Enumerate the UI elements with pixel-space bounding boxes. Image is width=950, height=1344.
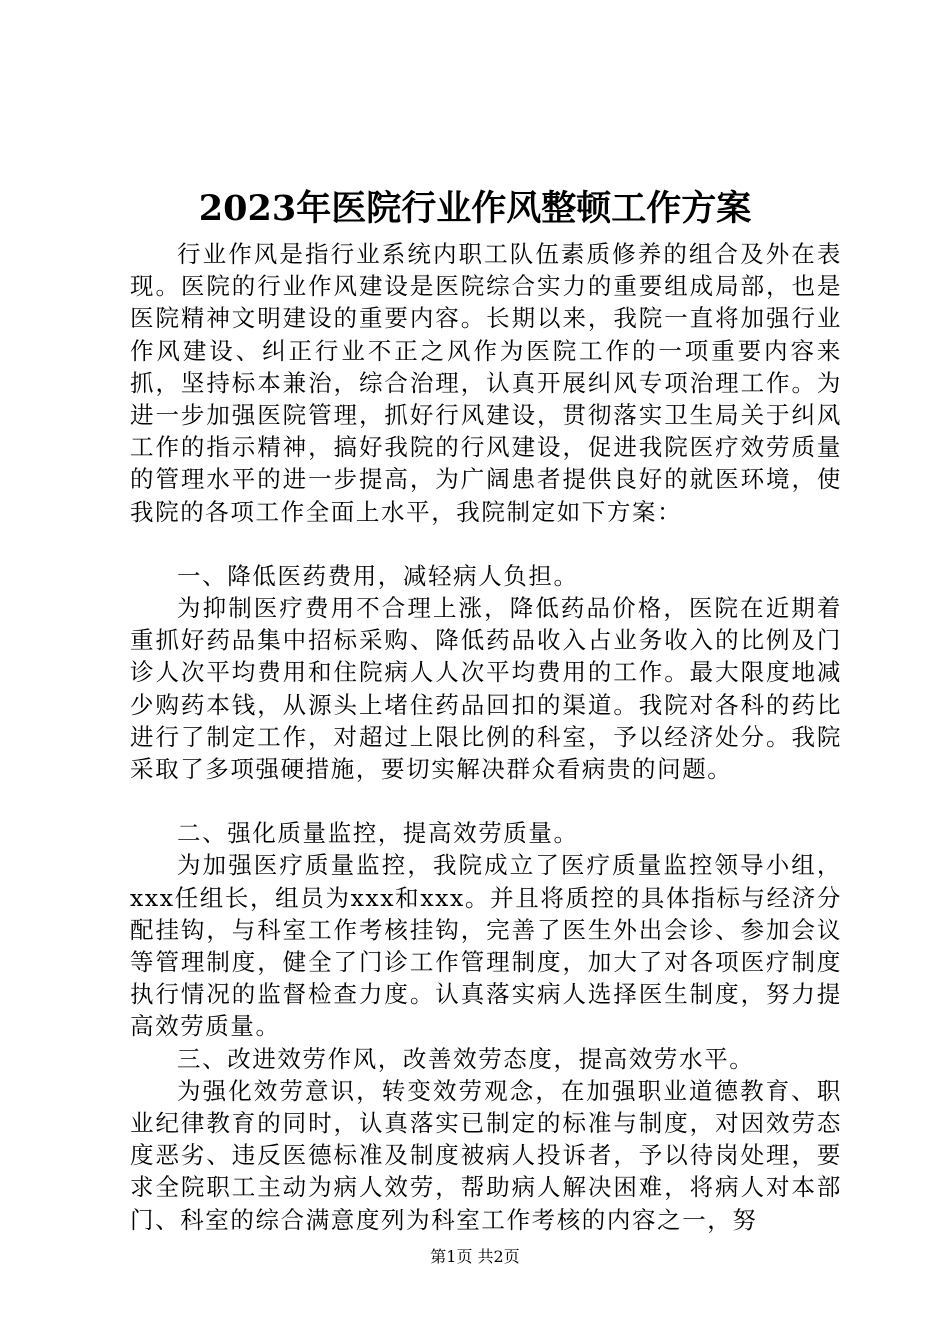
page-footer: 第1页 共2页 xyxy=(430,1247,520,1266)
section-paragraph-1: 为抑制医疗费用不合理上涨，降低药品价格，医院在近期着重抓好药品集中招标采购、降低药品收入占业务收入的比例及门诊人次平均费用和住院病人人次平均费用的工作。最大限度地减少购药本钱，从源头上堵住药品回扣的渠道。我院对各科的药比进行了制定工作，对超过上限比例的科室，予以经济处分。我院采取了多项强硬措施，要切实解决群众看病贵的问题。 xyxy=(130,594,842,784)
section-paragraph-2: 为加强医疗质量监控，我院成立了医疗质量监控领导小组，xxx任组长，组员为xxx和xxx。并且将质控的具体指标与经济分配挂钩，与科室工作考核挂钩，完善了医生外出会诊、参加会议等管理制度，健全了门诊工作管理制度，加大了对各项医疗制度执行情况的监督检查力度。认真落实病人选择医生制度，努力提高效劳质量。 xyxy=(130,851,842,1041)
section-paragraph-3: 为强化效劳意识，转变效劳观念，在加强职业道德教育、职业纪律教育的同时，认真落实已制定的标准与制度，对因效劳态度恶劣、违反医德标准及制度被病人投诉者，予以待岗处理，要求全院职工主动为病人效劳，帮助病人解决困难，将病人对本部门、科室的综合满意度列为科室工作考核的内容之一，努 xyxy=(130,1076,842,1234)
section-heading-1: 一、降低医药费用，减轻病人负担。 xyxy=(177,561,579,590)
section-heading-3: 三、改进效劳作风，改善效劳态度，提高效劳水平。 xyxy=(177,1044,755,1073)
document-title: 2023年医院行业作风整顿工作方案 xyxy=(198,188,752,229)
intro-paragraph: 行业作风是指行业系统内职工队伍素质修养的组合及外在表现。医院的行业作风建设是医院综合实力的重要组成局部，也是医院精神文明建设的重要内容。长期以来，我院一直将加强行业作风建设、纠正行业不正之风作为医院工作的一项重要内容来抓，坚持标本兼治，综合治理，认真开展纠风专项治理工作。为进一步加强医院管理，抓好行风建设，贯彻落实卫生局关于纠风工作的指示精神，搞好我院的行风建设，促进我院医疗效劳质量的管理水平的进一步提高，为广阔患者提供良好的就医环境，使我院的各项工作全面上水平，我院制定如下方案： xyxy=(130,240,842,526)
section-heading-2: 二、强化质量监控，提高效劳质量。 xyxy=(177,819,579,848)
document-body xyxy=(130,238,842,1236)
